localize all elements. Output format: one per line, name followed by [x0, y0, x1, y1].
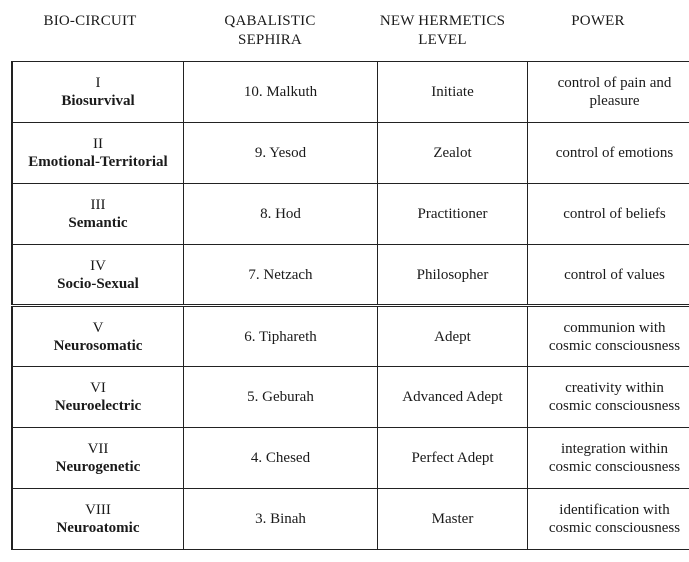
bio-circuit-cell: [12, 184, 184, 245]
circuit-numeral: VI: [90, 380, 106, 396]
hermetics-level-cell: Advanced Adept: [378, 367, 528, 428]
power-cell: [528, 428, 689, 489]
circuit-numeral: VII: [87, 441, 109, 457]
table-row: [12, 184, 689, 245]
circuit-name: Emotional-Territorial: [28, 154, 168, 170]
bio-circuit-cell: [12, 367, 184, 428]
power-cell: [528, 184, 689, 245]
circuit-name: Neurogenetic: [55, 459, 141, 475]
power-line: cosmic consciousness: [548, 459, 681, 475]
power-cell: [528, 62, 689, 123]
circuit-numeral: V: [92, 319, 104, 336]
table-row: [12, 428, 689, 489]
circuit-name: Neuroelectric: [54, 398, 142, 414]
power-line: integration within: [560, 441, 669, 457]
sephira-cell: 4. Chesed: [184, 428, 378, 489]
header-line: BIO-CIRCUIT: [43, 13, 137, 29]
header-line: LEVEL: [418, 32, 467, 48]
circuit-numeral: III: [90, 197, 106, 213]
power-line: identification with: [559, 502, 670, 518]
table-row: [12, 306, 689, 367]
hermetics-level-cell: Practitioner: [378, 184, 528, 245]
power-line: pleasure: [589, 93, 640, 109]
hermetics-level-cell: Adept: [378, 306, 528, 367]
power-line: control of emotions: [555, 145, 674, 161]
sephira-cell: 10. Malkuth: [184, 62, 378, 123]
hermetics-level-cell: Master: [378, 489, 528, 550]
power-cell: [528, 306, 689, 367]
header-bio-circuit: [10, 12, 170, 31]
bio-circuit-cell: [12, 489, 184, 550]
circuits-table: [11, 61, 689, 550]
sephira-cell: 7. Netzach: [184, 245, 378, 306]
circuit-numeral: IV: [90, 257, 106, 274]
hermetics-level-cell: Perfect Adept: [378, 428, 528, 489]
hermetics-level-cell: Initiate: [378, 62, 528, 123]
header-power: [518, 12, 678, 31]
power-line: creativity within: [565, 380, 664, 396]
bio-circuit-cell: [12, 245, 184, 306]
circuit-name: Neurosomatic: [53, 337, 143, 354]
power-line: control of pain and: [557, 75, 672, 91]
sephira-cell: 5. Geburah: [184, 367, 378, 428]
circuit-numeral: VIII: [85, 502, 111, 518]
header-qabalistic-sephira: [190, 12, 350, 50]
sephira-cell: 3. Binah: [184, 489, 378, 550]
table-row: [12, 489, 689, 550]
power-cell: [528, 489, 689, 550]
power-cell: [528, 123, 689, 184]
power-line: cosmic consciousness: [548, 398, 681, 414]
table-row: [12, 62, 689, 123]
table-row: [12, 123, 689, 184]
header-line: QABALISTIC: [224, 13, 316, 29]
power-line: cosmic consciousness: [548, 337, 681, 354]
circuit-numeral: II: [93, 136, 103, 152]
header-new-hermetics-level: [370, 12, 515, 50]
header-line: SEPHIRA: [238, 32, 302, 48]
bio-circuit-cell: [12, 306, 184, 367]
bio-circuit-cell: [12, 123, 184, 184]
hermetics-level-cell: Philosopher: [378, 245, 528, 306]
sephira-cell: 9. Yesod: [184, 123, 378, 184]
header-line: POWER: [571, 13, 625, 29]
bio-circuit-cell: [12, 62, 184, 123]
circuit-name: Biosurvival: [61, 93, 135, 109]
power-cell: [528, 245, 689, 306]
power-line: cosmic consciousness: [548, 520, 681, 536]
sephira-cell: 8. Hod: [184, 184, 378, 245]
table-row: [12, 245, 689, 306]
power-line: control of beliefs: [563, 206, 666, 222]
hermetics-level-cell: Zealot: [378, 123, 528, 184]
circuit-name: Semantic: [68, 215, 128, 231]
circuit-numeral: I: [95, 75, 101, 91]
circuit-name: Socio-Sexual: [57, 275, 139, 292]
sephira-cell: 6. Tiphareth: [184, 306, 378, 367]
bio-circuit-cell: [12, 428, 184, 489]
circuit-name: Neuroatomic: [56, 520, 140, 536]
power-line: communion with: [563, 319, 666, 336]
header-line: NEW HERMETICS: [379, 13, 506, 29]
table-row: [12, 367, 689, 428]
power-cell: [528, 367, 689, 428]
power-line: control of values: [564, 266, 665, 283]
